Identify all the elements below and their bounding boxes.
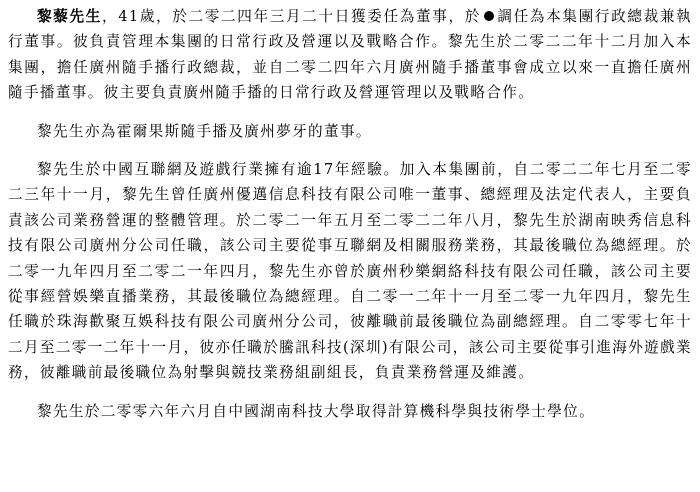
paragraph-directorships: 黎先生亦為霍爾果斯隨手播及廣州夢牙的董事。	[37, 122, 372, 140]
paragraph-education: 黎先生於二零零六年六月自中國湖南科技大學取得計算機科學與技術學士學位。	[37, 402, 596, 420]
paragraph-experience: 黎先生於中國互聯網及遊戲行業擁有逾17年經驗。加入本集團前，自二零二二年七月至二零二三年十一月，黎先生曾任廣州優邁信息科技有限公司唯一董事、總經理及法定代表人，主要負責該公司業務營運的整體管理。於二零二一年五月至二零二二年八月，黎先生於湖南映秀信息科技有限公司廣州分公司任職，該公司主要從事互聯網及相關服務業務，其最後職位為總經理。於二零一九年四月至二零二一年四月，黎先生亦曾於廣州秒樂網絡科技有限公司任職，該公司主要從事經營娛樂直播業務，其最後職位為總經理。自二零一二年十一月至二零一九年四月，黎先生任職於珠海歡聚互娛科技有限公司廣州分公司，彼離職前最後職位為副總經理。自二零零七年十二月至二零一二年十一月，彼亦任職於騰訊科技(深圳)有限公司，該公司主要從事引進海外遊戲業務，彼離職前最後職位為射擊與競技業務組副組長，負責業務營運及維護。	[8, 161, 692, 382]
paragraph-appointment	[8, 4, 692, 106]
appointment-text-part1: ，41歲，於二零二四年三月二十日獲委任為董事，於	[102, 8, 482, 25]
appointment-text-part2: 調任為本集團行政總裁兼執行董事。彼負責管理本集團的日常行政及營運以及戰略合作。黎先生於二零二二年十二月加入本集團，擔任廣州隨手播行政總裁，並自二零二四年六月廣州隨手播董事會成立以來一直擔任廣州隨手播董事。彼主要負責廣州隨手播的日常行政及營運管理以及戰略合作。	[8, 8, 693, 102]
redacted-date-bullet	[484, 11, 494, 21]
director-name: 黎藜先生	[37, 8, 102, 25]
